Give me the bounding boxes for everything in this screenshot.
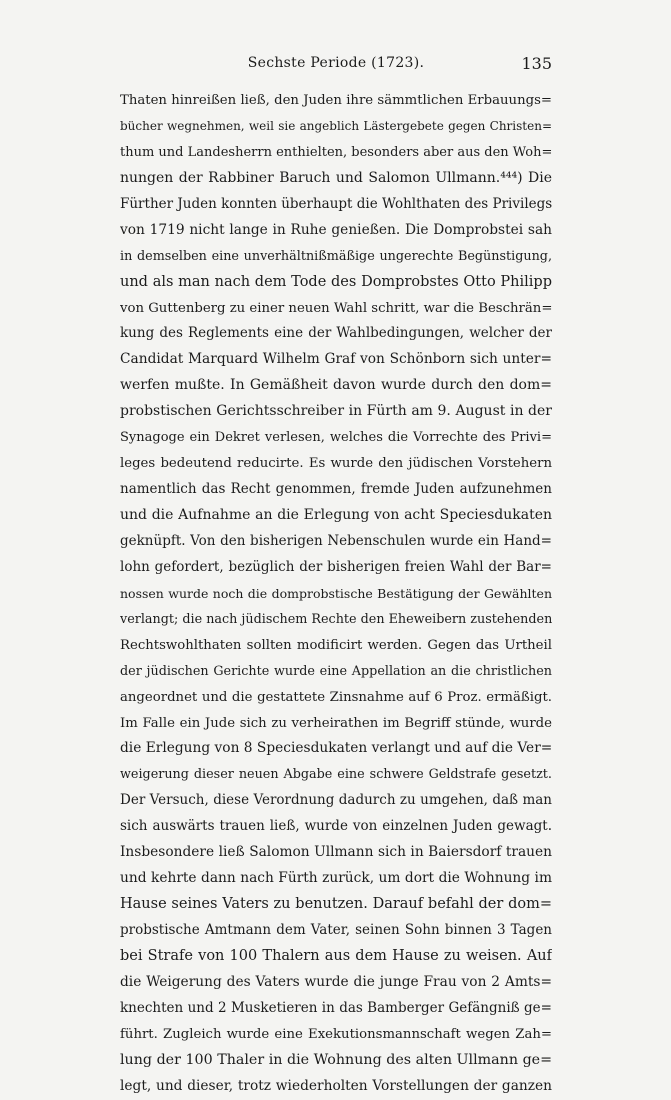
text-line: die Erlegung von 8 Speciesdukaten verlangt und auf die Ver= [120,740,552,757]
text-line: Der Versuch, diese Verordnung dadurch zu umgehen, daß man [120,792,552,809]
text-line: bücher wegnehmen, weil sie angeblich Lästergebete gegen Christen= [120,118,552,133]
text-line: legt, und dieser, trotz wiederholten Vorstellungen der ganzen [120,1077,552,1094]
text-line: Synagoge ein Dekret verlesen, welches die Vorrechte des Privi= [120,430,552,446]
text-line: thum und Landesherrn enthielten, besonders aber aus den Woh= [120,144,552,160]
text-line: Candidat Marquard Wilhelm Graf von Schönborn sich unter= [120,351,552,368]
text-line: probstische Amtmann dem Vater, seinen Sohn binnen 3 Tagen [120,922,552,938]
text-line: Im Falle ein Jude sich zu verheirathen im Begriff stünde, wurde [120,715,552,731]
text-line: lohn gefordert, bezüglich der bisherigen freien Wahl der Bar= [120,558,552,575]
text-line: und kehrte dann nach Fürth zurück, um dort die Wohnung im [120,870,552,887]
text-line: angeordnet und die gestattete Zinsnahme auf 6 Proz. ermäßigt. [120,689,552,705]
text-line: und die Aufnahme an die Erlegung von acht Speciesdukaten [120,507,552,523]
page-header [120,55,552,81]
text-line: probstischen Gerichtsschreiber in Fürth am 9. August in der [120,403,552,420]
running-title: Sechste Periode (1723). [247,55,425,71]
page-number: 135 [521,54,552,73]
text-line: leges bedeutend reducirte. Es wurde den jüdischen Vorstehern [120,456,552,472]
text-line: der jüdischen Gerichte wurde eine Appellation an die christlichen [120,663,552,679]
text-line: Hause seines Vaters zu benutzen. Darauf befahl der dom= [120,896,552,913]
text-line: kung des Reglements eine der Wahlbedingungen, welcher der [120,325,552,342]
text-line: von Guttenberg zu einer neuen Wahl schritt, war die Beschrän= [120,300,552,316]
text-line: und als man nach dem Tode des Domprobstes Otto Philipp [120,273,552,290]
text-line: verlangt; die nach jüdischem Rechte den Eheweibern zustehenden [120,611,552,627]
text-line: bei Strafe von 100 Thalern aus dem Hause zu weisen. Auf [120,947,552,964]
text-line: Thaten hinreißen ließ, den Juden ihre sämmtlichen Erbauungs= [120,93,552,108]
text-line: in demselben eine unverhältnißmäßige ungerechte Begünstigung, [120,248,552,264]
text-line: knechten und 2 Musketieren in das Bamberger Gefängniß ge= [120,999,552,1016]
text-line: von 1719 nicht lange in Ruhe genießen. Die Domprobstei sah [120,221,552,238]
text-line: sich auswärts trauen ließ, wurde von einzelnen Juden gewagt. [120,818,552,835]
text-line: namentlich das Recht genommen, fremde Juden aufzunehmen [120,481,552,498]
text-line: nungen der Rabbiner Baruch und Salomon Ullmann.⁴⁴⁴) Die [120,169,552,186]
text-line: werfen mußte. In Gemäßheit davon wurde durch den dom= [120,377,552,394]
text-line: führt. Zugleich wurde eine Exekutionsmannschaft wegen Zah= [120,1026,552,1042]
text-line: Fürther Juden konnten überhaupt die Wohlthaten des Privilegs [120,195,552,212]
text-line: lung der 100 Thaler in die Wohnung des alten Ullmann ge= [120,1051,552,1068]
body-text [120,88,552,1100]
text-line: geknüpft. Von den bisherigen Nebenschulen wurde ein Hand= [120,532,552,549]
text-line: Rechtswohlthaten sollten modificirt werden. Gegen das Urtheil [120,637,552,653]
text-line: nossen wurde noch die domprobstische Bestätigung der Gewählten [120,585,552,601]
text-line: Insbesondere ließ Salomon Ullmann sich in Baiersdorf trauen [120,844,552,861]
text-line: weigerung dieser neuen Abgabe eine schwere Geldstrafe gesetzt. [120,767,552,783]
text-line: die Weigerung des Vaters wurde die junge Frau von 2 Amts= [120,973,552,990]
